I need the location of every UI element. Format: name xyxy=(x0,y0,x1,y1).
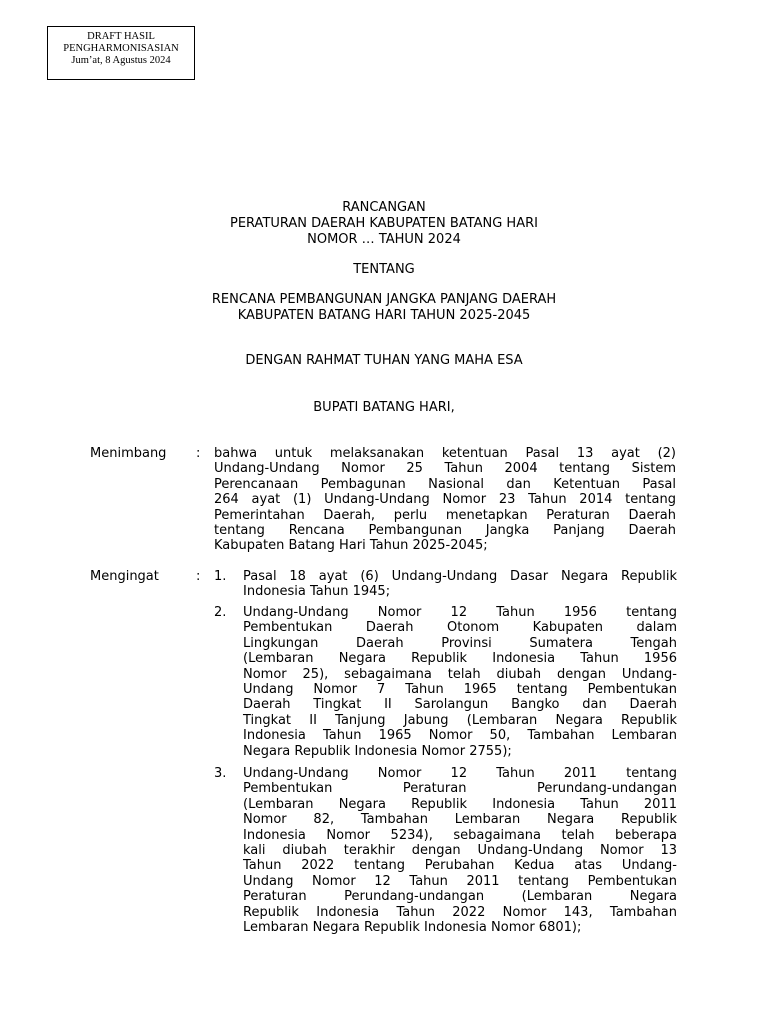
menimbang-line: Pemerintahan Daerah, perlu menetapkan Peraturan Daerah xyxy=(214,507,676,523)
heading-rahmat: DENGAN RAHMAT TUHAN YANG MAHA ESA xyxy=(245,353,523,368)
mengingat-item-number: 3. xyxy=(214,766,227,781)
mengingat-item-2-line: Tingkat II Tanjung Jabung (Lembaran Negara Republik xyxy=(243,712,677,728)
mengingat-item-3-line: Pembentukan Peraturan Perundang-undangan xyxy=(243,781,677,797)
mengingat-item-3-line: Undang Nomor 12 Tahun 2011 tentang Pembentukan xyxy=(243,873,677,889)
menimbang-line: Perencanaan Pembagunan Nasional dan Ketentuan Pasal xyxy=(214,476,676,492)
mengingat-item-3-line: (Lembaran Negara Republik Indonesia Tahun 2011 xyxy=(243,796,677,812)
menimbang-colon: : xyxy=(196,446,201,461)
heading-tentang: TENTANG xyxy=(353,262,415,277)
mengingat-item-1-line: Indonesia Tahun 1945; xyxy=(243,584,391,600)
heading-judul-2: KABUPATEN BATANG HARI TAHUN 2025-2045 xyxy=(237,308,531,323)
mengingat-item-3-line: Republik Indonesia Tahun 2022 Nomor 143, Tambahan xyxy=(243,904,677,920)
mengingat-item-3-line: Indonesia Nomor 5234), sebagaimana telah beberapa xyxy=(243,827,677,843)
mengingat-item-3-line: Lembaran Negara Republik Indonesia Nomor 6801); xyxy=(243,920,582,935)
heading-bupati: BUPATI BATANG HARI, xyxy=(313,400,455,415)
mengingat-item-2-line: Undang-Undang Nomor 12 Tahun 1956 tentang xyxy=(243,605,677,620)
mengingat-item-2-line: Lingkungan Daerah Provinsi Sumatera Tengah xyxy=(243,635,677,651)
mengingat-item-2-line: Undang Nomor 7 Tahun 1965 tentang Pembentukan xyxy=(243,682,677,697)
mengingat-item-3-line: Undang-Undang Nomor 12 Tahun 2011 tentang xyxy=(243,766,677,781)
mengingat-item-1-line: Pasal 18 ayat (6) Undang-Undang Dasar Negara Republik xyxy=(243,569,677,584)
mengingat-item-3-line: kali diubah terakhir dengan Undang-Undang Nomor 13 xyxy=(243,843,677,858)
mengingat-item-2-line: Daerah Tingkat II Sarolangun Bangko dan Daerah xyxy=(243,697,677,713)
heading-peraturan: PERATURAN DAERAH KABUPATEN BATANG HARI xyxy=(230,216,538,231)
menimbang-line: Undang-Undang Nomor 25 Tahun 2004 tentang Sistem xyxy=(214,461,676,477)
draft-stamp xyxy=(47,26,195,80)
mengingat-item-number: 1. xyxy=(214,569,227,584)
heading-rancangan: RANCANGAN xyxy=(342,200,426,215)
mengingat-item-2-line: Indonesia Tahun 1965 Nomor 50, Tambahan Lembaran xyxy=(243,728,677,744)
mengingat-item-3-line: Tahun 2022 tentang Perubahan Kedua atas Undang- xyxy=(243,858,677,874)
stamp-line-2: PENGHARMONISASIAN xyxy=(63,43,179,54)
menimbang-line: 264 ayat (1) Undang-Undang Nomor 23 Tahun 2014 tentang xyxy=(214,492,676,508)
heading-judul-1: RENCANA PEMBANGUNAN JANGKA PANJANG DAERAH xyxy=(211,292,557,307)
heading-nomor: NOMOR … TAHUN 2024 xyxy=(307,232,461,247)
mengingat-label: Mengingat xyxy=(90,569,159,584)
menimbang-line: Kabupaten Batang Hari Tahun 2025-2045; xyxy=(214,538,488,554)
mengingat-item-2-line: Pembentukan Daerah Otonom Kabupaten dalam xyxy=(243,620,677,636)
menimbang-line: bahwa untuk melaksanakan ketentuan Pasal 13 ayat (2) xyxy=(214,446,676,461)
mengingat-item-3-line: Peraturan Perundang-undangan (Lembaran Negara xyxy=(243,889,677,905)
menimbang-label: Menimbang xyxy=(90,446,167,461)
stamp-line-3: Jum’at, 8 Agustus 2024 xyxy=(71,55,171,66)
mengingat-item-2-line: Negara Republik Indonesia Nomor 2755); xyxy=(243,743,512,759)
mengingat-item-2-line: (Lembaran Negara Republik Indonesia Tahun 1956 xyxy=(243,651,677,667)
mengingat-colon: : xyxy=(196,569,201,584)
mengingat-item-3-line: Nomor 82, Tambahan Lembaran Negara Republik xyxy=(243,812,677,828)
mengingat-item-2-line: Nomor 25), sebagaimana telah diubah dengan Undang- xyxy=(243,666,677,682)
menimbang-line: tentang Rencana Pembangunan Jangka Panjang Daerah xyxy=(214,523,676,538)
mengingat-item-number: 2. xyxy=(214,605,227,620)
stamp-line-1: DRAFT HASIL xyxy=(87,31,155,42)
